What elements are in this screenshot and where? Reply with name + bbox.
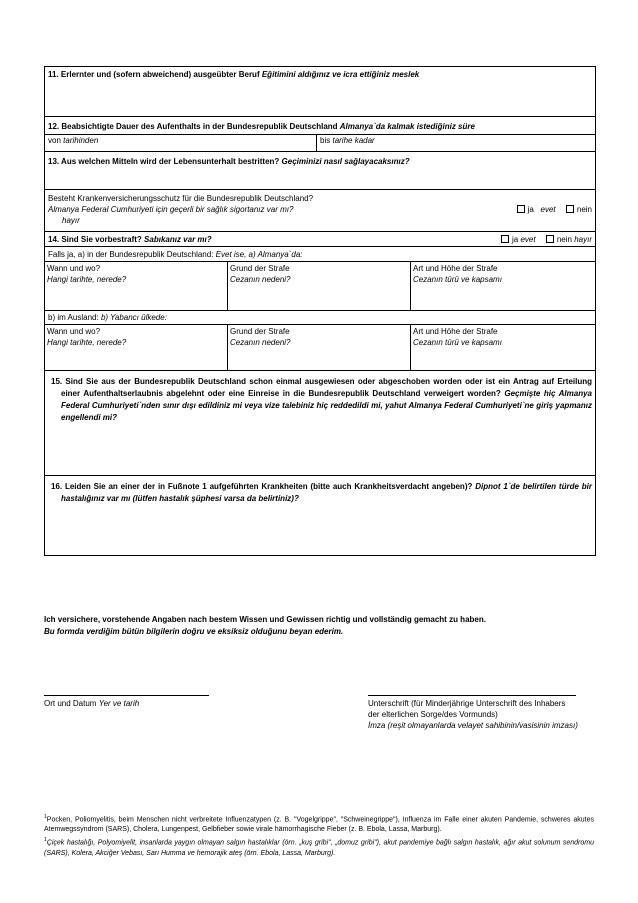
q14-title: 14. Sind Sie vorbestraft? Sabıkanız var mı? ja evet nein hayır — [45, 232, 595, 247]
q11-row[interactable] — [45, 67, 595, 117]
insurance-yes-checkbox[interactable] — [517, 205, 525, 213]
q14-abroad-reason[interactable]: Grund der Strafe Cezanın nedeni? — [227, 325, 410, 370]
q14-abroad-table — [45, 325, 595, 371]
application-form — [44, 66, 596, 556]
q12-title: 12. Beabsichtigte Dauer des Aufenthalts in der Bundesrepublik Deutschland Almanya`da kalmak istediğiniz süre — [45, 117, 595, 135]
q12-dates — [45, 135, 595, 152]
q14-abroad-type[interactable]: Art und Höhe der Strafe Cezanın türü ve kapsamı — [410, 325, 595, 370]
signature-line[interactable] — [368, 695, 576, 696]
q14-domestic-table — [45, 262, 595, 311]
footnote: $^1$Pocken, Poliomyelitis, beim Menschen nicht verbreitete Influenzatypen (z. B. "Vogelgrippe", "Schweinegrippe"), Influenza im Falle einer akuten Pandemie, schweres akutes Atemwegssyndrom (SARS), Cholera, Lungenpest, Gelbfieber sowie virale hämorrhagische Fieber (z. B. Ebola, Lassa, Marburg). $^1$Çiçek hastalığı, Polyomiyelit, insanlarda yaygın olmayan salgın hastalıklar (örn. „kuş gribi", „domuz gribi"), akut pandemiye bağlı salgın hastalık, ağır akut solunum sendromu (SARS), Kolera, Akciğer Vebası, Sarı Humma ve hemorajik ateş (örn. Ebola, Lassa, Marburg). — [44, 814, 594, 857]
q12-to-field[interactable]: bis tarihe kadar — [320, 136, 375, 145]
q11-label-tr: Eğitimini aldığınız ve icra ettiğiniz meslek — [261, 70, 420, 79]
signature-block: Unterschrift (für Minderjährige Unterschrift des Inhabers der elterlichen Sorge/des Vormunds) İmza (reşit olmayanlarda velayet sahibinin/vasisinin imzası) — [368, 695, 594, 731]
place-date-line[interactable] — [44, 695, 209, 696]
q13-row[interactable]: 13. Aus welchen Mitteln wird der Lebensunterhalt bestritten? Geçiminizi nasıl sağlayacaksınız? — [45, 152, 595, 190]
q15-row[interactable]: 15. Sind Sie aus der Bundesrepublik Deutschland schon einmal ausgewiesen oder abgeschoben worden oder ist ein Antrag auf Erteilung einer Aufenthaltserlaubnis abgelehnt oder eine Einreise in die Bundesrepublik Deutschland verweigert worden? Geçmişte hiç Almanya Federal Cumhuriyeti`nden sınır dışı edildiniz mi veya vize talebiniz hiç reddedildi mi, yahut Almanya Federal Cumhuriyeti`ne giriş yapmanız engellendi mi? — [45, 371, 595, 476]
insurance-label: Besteht Krankenversicherungsschutz für die Bundesrepublik Deutschland? — [48, 194, 314, 203]
q14-abroad-when[interactable]: Wann und wo? Hangi tarihte, nerede? — [47, 327, 127, 347]
q14-yes-checkbox[interactable] — [501, 235, 509, 243]
declaration: Ich versichere, vorstehende Angaben nach bestem Wissen und Gewissen richtig und vollständig gemacht zu haben. Bu formda verdiğim bütün bilgilerin doğru ve eksiksiz olduğunu beyan ederim. — [44, 615, 486, 636]
q14-abroad-row: b) im Ausland: b) Yabancı ülkede: — [45, 311, 595, 325]
insurance-no-checkbox[interactable] — [566, 205, 574, 213]
q14-no-checkbox[interactable] — [546, 235, 554, 243]
q11-label: 11. Erlernter und (sofern abweichend) ausgeübter Beruf — [48, 70, 260, 79]
q14-falls-row: Falls ja, a) in der Bundesrepublik Deutschland: Evet ise, a) Almanya`da: — [45, 247, 595, 262]
q12-from-field[interactable]: von tarihinden — [45, 135, 317, 151]
insurance-label-tr: Almanya Federal Cumhuriyeti için geçerli bir sağlık sigortanız var mı? — [48, 205, 294, 214]
q16-row[interactable]: 16. Leiden Sie an einer der in Fußnote 1 aufgeführten Krankheiten (bitte auch Krankheitsverdacht angeben)? Dipnot 1`de belirtilen türde bir hastalığınız var mı (lütfen hastalık şüphesi varsa da belirtiniz)? — [45, 476, 595, 556]
insurance-row: Besteht Krankenversicherungsschutz für die Bundesrepublik Deutschland? Almanya Federal Cumhuriyeti için geçerli bir sağlık sigortanız var mı? ja evet nein hayır — [45, 190, 595, 232]
q14-domestic-reason[interactable]: Grund der Strafe Cezanın nedeni? — [227, 262, 410, 310]
place-date-signature: Ort und Datum Yer ve tarih — [44, 695, 209, 709]
q14-domestic-type[interactable]: Art und Höhe der Strafe Cezanın türü ve kapsamı — [410, 262, 595, 310]
q14-domestic-when[interactable]: Wann und wo? Hangi tarihte, nerede? — [47, 264, 127, 284]
